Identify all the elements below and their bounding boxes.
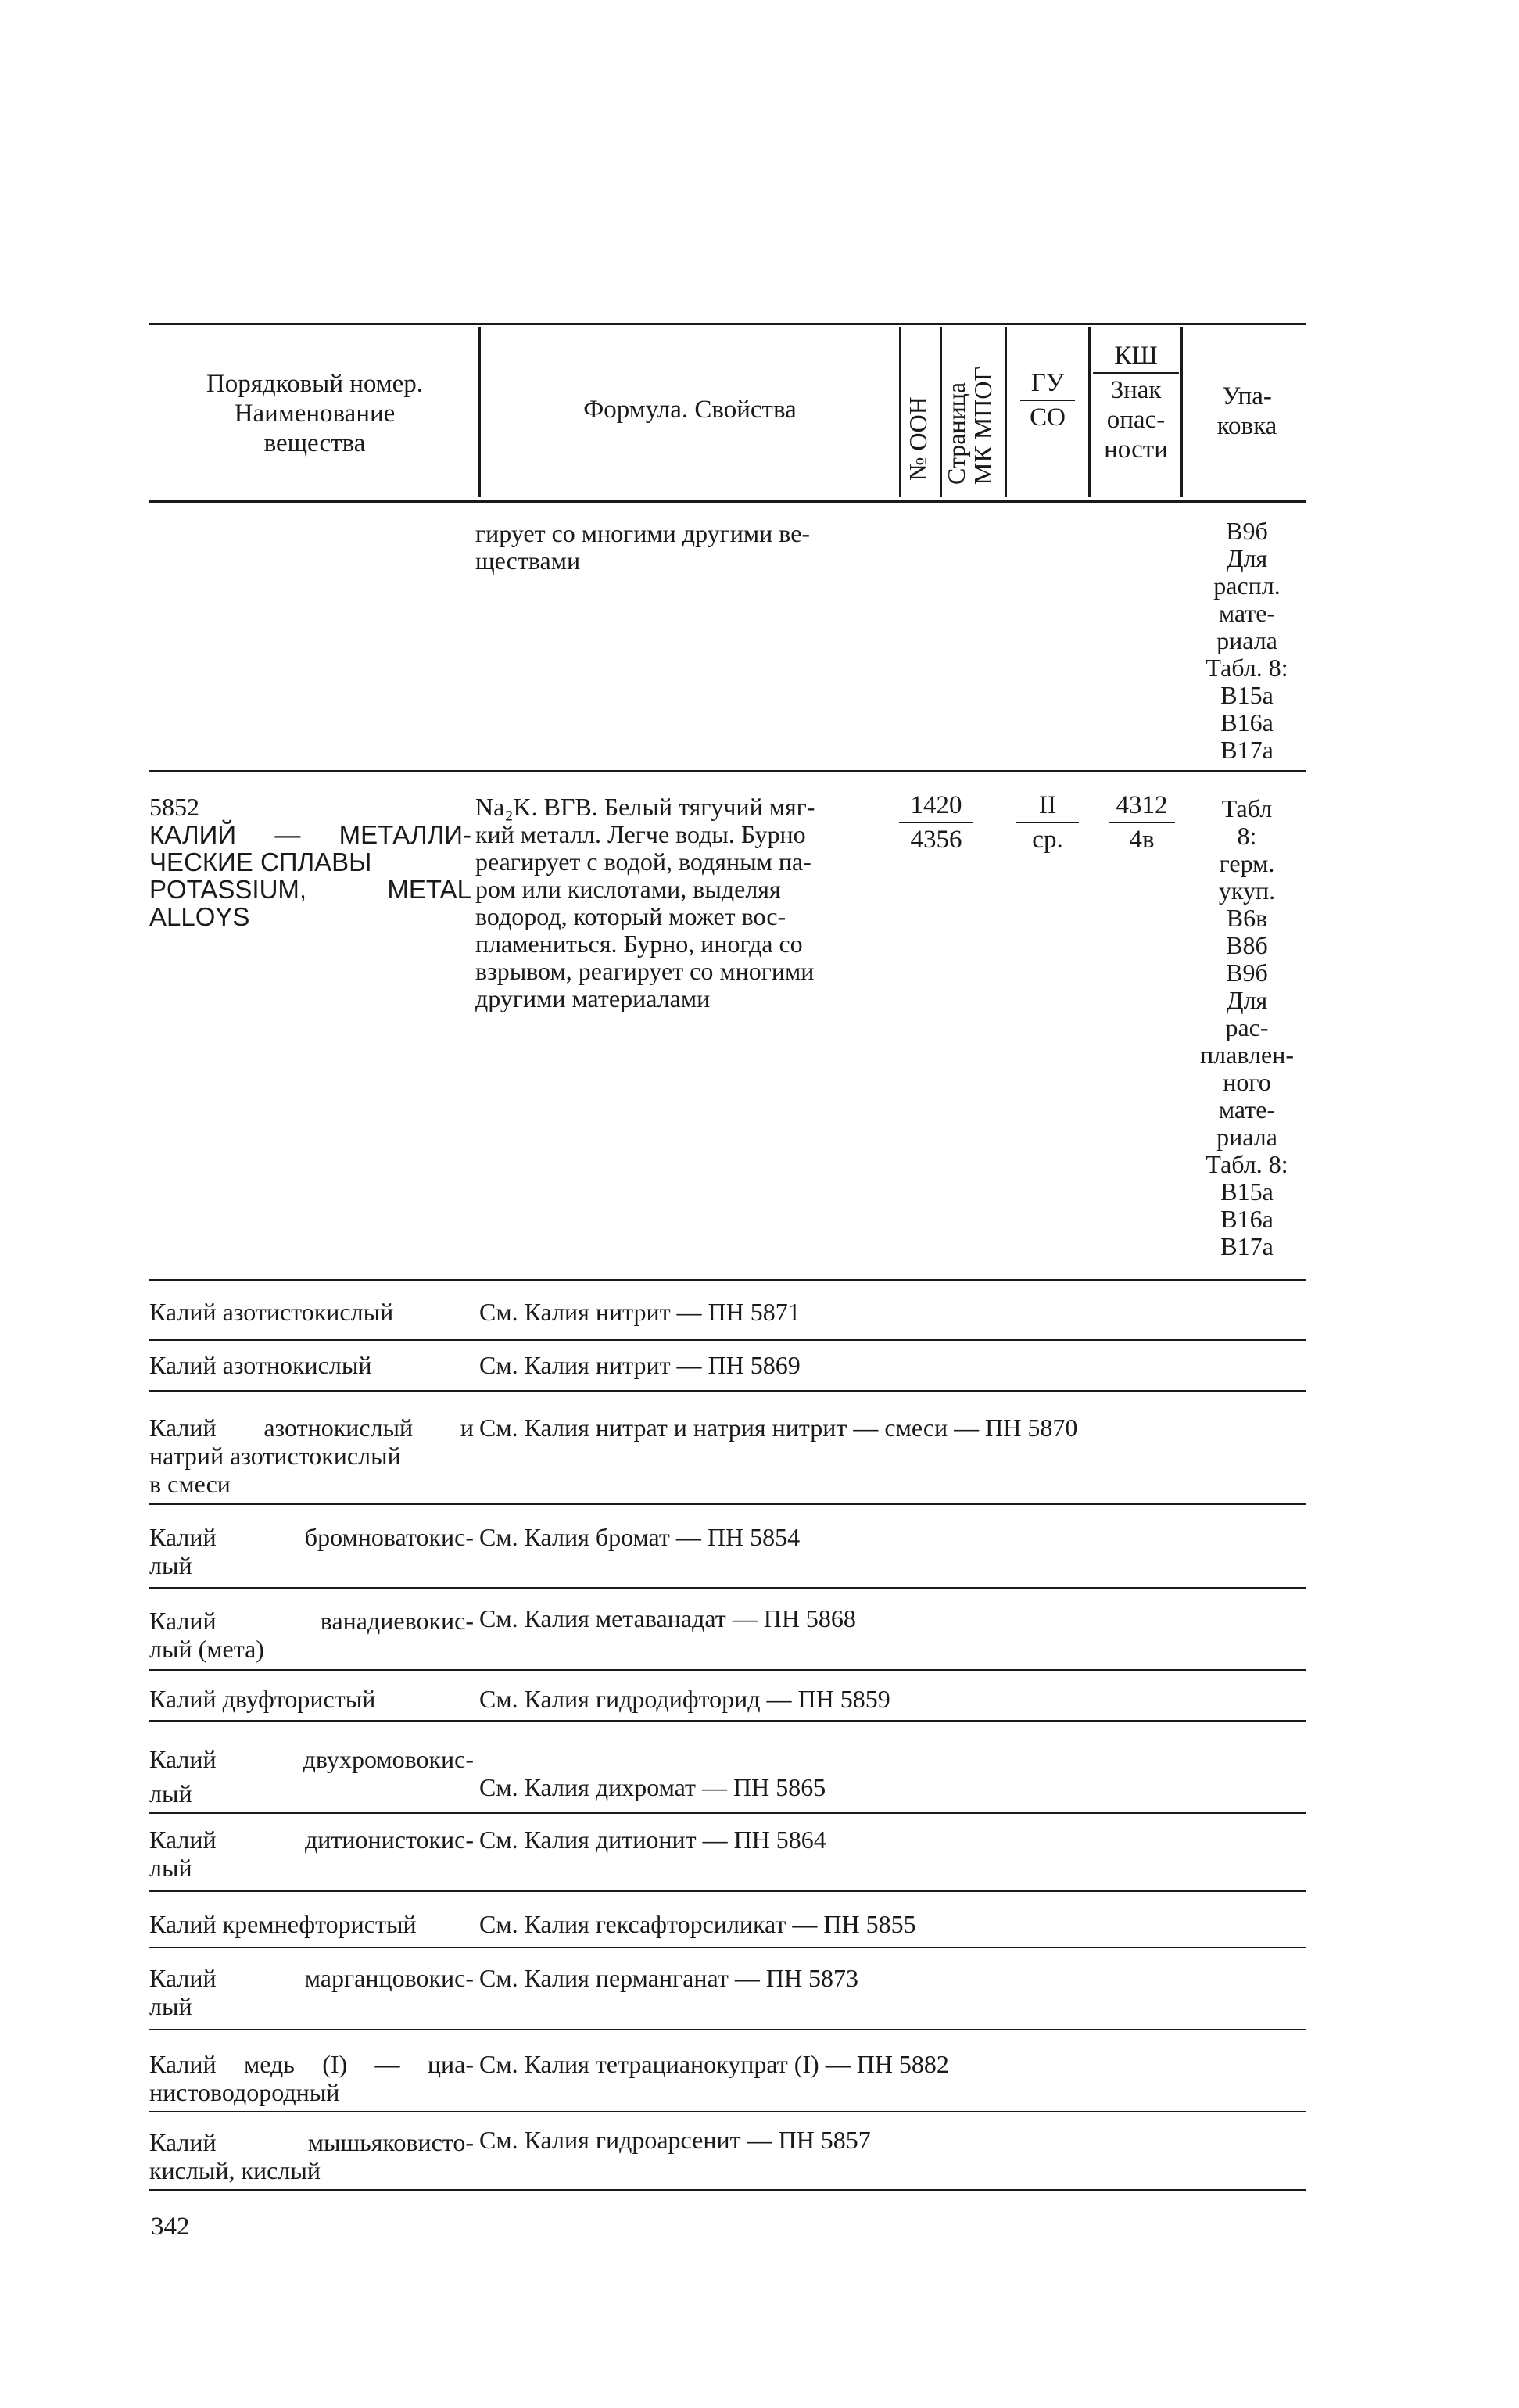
header-text: опас- [1106, 406, 1166, 434]
text-line: кий металл. Легче воды. Бурно [475, 820, 806, 848]
text-line: 8: [1237, 822, 1257, 850]
ref-text: См. Калия гексафторсиликат — ПН 5855 [479, 1910, 916, 1938]
header-text: Наименование [234, 400, 396, 428]
ref-name [149, 1523, 474, 1579]
header-divider [899, 327, 901, 497]
header-text: СО [1030, 403, 1066, 432]
header-formula-column: Формула. Свойства [583, 396, 797, 424]
header-text: Знак [1110, 376, 1162, 404]
text-line: Калий медь (I) — циа- [149, 2050, 474, 2078]
fraction-bar [1020, 400, 1075, 401]
ref-text: См. Калия метаванадат — ПН 5868 [479, 1604, 856, 1632]
text-line: взрывом, реагирует со многими [475, 957, 815, 985]
header-text: вещества [263, 429, 366, 457]
fraction-bar [1109, 822, 1175, 823]
header-text: КШ [1114, 342, 1158, 370]
ref-name [149, 1414, 474, 1498]
text-line: Калий кремнефтористый [149, 1910, 417, 1938]
text-line: В15а [1220, 681, 1274, 709]
text-line: В17а [1220, 1232, 1274, 1260]
ref-name [149, 1742, 474, 1811]
ksh-value: 4312 [1116, 791, 1168, 819]
row-rule [149, 1720, 1306, 1722]
row-rule [149, 1279, 1306, 1281]
text-line: натрий азотистокислый [149, 1442, 401, 1470]
text-line: лый [149, 1854, 192, 1882]
fraction-bar [899, 822, 973, 823]
header-bottom-rule [149, 500, 1306, 503]
header-divider [1180, 327, 1183, 497]
header-divider [1005, 327, 1007, 497]
ref-name [149, 1351, 474, 1379]
text-line: Калий двухромовокис- [149, 1745, 474, 1773]
fraction-bar [1016, 822, 1079, 823]
text-line: другими материалами [475, 984, 711, 1012]
ref-name [149, 1910, 474, 1938]
text-line: нистоводородный [149, 2078, 340, 2106]
ref-name [149, 1826, 474, 1882]
so-value: ср. [1032, 826, 1063, 854]
header-text: ковка [1216, 412, 1277, 440]
ref-name [149, 1607, 474, 1663]
ref-name [149, 2128, 474, 2184]
row-rule [149, 2189, 1306, 2191]
text-line: Для [1226, 986, 1268, 1014]
ref-name [149, 2050, 474, 2106]
text-line: Калий азотистокислый [149, 1298, 394, 1326]
header-divider [1088, 327, 1091, 497]
text-line: мате- [1218, 599, 1276, 627]
continuation-properties [475, 520, 897, 575]
text-line: пламениться. Бурно, иногда со [475, 930, 803, 958]
text-line: гирует со многими другими ве- [475, 519, 811, 547]
gu-value: II [1039, 791, 1056, 819]
header-page-mk [943, 367, 996, 485]
header-divider [478, 327, 481, 497]
row-rule [149, 2029, 1306, 2030]
header-text: Порядковый номер. [206, 370, 424, 398]
text-line: герм. [1219, 849, 1275, 877]
text-line: лый (мета) [149, 1635, 264, 1663]
entry-properties [475, 794, 897, 1012]
text-line: Калий ванадиевокис- [149, 1607, 474, 1635]
text-line: плавлен- [1200, 1041, 1294, 1069]
header-top-rule [149, 323, 1306, 325]
row-rule [149, 1669, 1306, 1671]
row-rule [149, 1503, 1306, 1505]
ref-text: См. Калия тетрацианокупрат (I) — ПН 5882 [479, 2050, 949, 2078]
text-line: кислый, кислый [149, 2156, 321, 2184]
entry-number: 5852 [149, 793, 199, 821]
ref-text: См. Калия гидродифторид — ПН 5859 [479, 1685, 890, 1713]
text-line: ALLOYS [149, 902, 250, 931]
row-rule [149, 1947, 1306, 1948]
text-line: Калий марганцовокис- [149, 1964, 474, 1992]
row-rule [149, 770, 1306, 772]
text-line: В9б [1226, 959, 1268, 987]
text-line: POTASSIUM, METAL [149, 875, 471, 904]
text-line: ществами [475, 546, 581, 575]
ref-text: См. Калия дихромат — ПН 5865 [479, 1773, 826, 1801]
header-text: Упа- [1222, 382, 1272, 410]
row-rule [149, 1890, 1306, 1892]
text-line: рас- [1225, 1013, 1269, 1041]
fraction-bar [1093, 372, 1179, 374]
text-line: В16а [1220, 1205, 1274, 1233]
page-number-mk: 4356 [910, 826, 962, 854]
text-line: мате- [1218, 1095, 1276, 1123]
row-rule [149, 1812, 1306, 1814]
row-rule [149, 1587, 1306, 1589]
ref-text: См. Калия нитрит — ПН 5871 [479, 1298, 801, 1326]
entry-packaging [1188, 795, 1306, 1260]
text-line: Табл. 8: [1206, 1150, 1288, 1178]
text-line: В8б [1226, 931, 1268, 959]
continuation-packaging [1188, 518, 1306, 764]
entry-name [149, 821, 471, 930]
text-line: распл. [1213, 572, 1281, 600]
text-line: Калий дитионистокис- [149, 1826, 474, 1854]
header-un-number: № ООН [904, 396, 932, 481]
text-line: лый [149, 1779, 192, 1808]
text-line: лый [149, 1551, 192, 1579]
text-line: В6в [1226, 904, 1268, 932]
ref-text: См. Калия гидроарсенит — ПН 5857 [479, 2126, 871, 2154]
ref-text: См. Калия дитионит — ПН 5864 [479, 1826, 826, 1854]
row-rule [149, 1339, 1306, 1341]
text-line: Калий азотнокислый [149, 1351, 372, 1379]
text-line: риала [1216, 1123, 1277, 1151]
text-line: Калий азотнокислый и [149, 1414, 474, 1442]
ref-text: См. Калия перманганат — ПН 5873 [479, 1964, 859, 1992]
row-rule [149, 1390, 1306, 1392]
text-line: Калий мышьяковисто- [149, 2128, 474, 2156]
ref-text: См. Калия нитрит — ПН 5869 [479, 1351, 801, 1379]
entry-un-page [899, 791, 973, 854]
row-rule [149, 2111, 1306, 2112]
text-line: Калий бромноватокис- [149, 1523, 474, 1551]
ref-text: См. Калия нитрат и натрия нитрит — смеси — ПН 5870 [479, 1414, 1078, 1442]
entry-ksh [1109, 791, 1175, 854]
text-line: В15а [1220, 1177, 1274, 1206]
text-line: ного [1223, 1068, 1271, 1096]
text-line: водород, который может вос- [475, 902, 786, 930]
text-line: риала [1216, 626, 1277, 654]
header-name-column [156, 369, 473, 458]
ref-name [149, 1964, 474, 2020]
page-number: 342 [151, 2213, 190, 2241]
text-line: реагирует с водой, водяным па- [475, 847, 811, 876]
text-line: В17а [1220, 736, 1274, 764]
text-line: Для [1226, 544, 1268, 572]
text-line: КАЛИЙ — МЕТАЛЛИ- [149, 820, 471, 849]
ref-name [149, 1685, 474, 1713]
ref-text: См. Калия бромат — ПН 5854 [479, 1523, 801, 1551]
text-line: лый [149, 1992, 192, 2020]
hazard-sign: 4в [1129, 826, 1155, 854]
text-line: Табл. 8: [1206, 654, 1288, 682]
header-text: ности [1104, 435, 1168, 464]
text-line: Табл [1221, 794, 1273, 822]
header-text: МК МПОГ [969, 367, 997, 485]
text-line: в смеси [149, 1470, 231, 1498]
text-line: ром или кислотами, выделяя [475, 875, 781, 903]
text-line: Na₂K. ВГВ. Белый тягучий мяг- [475, 793, 815, 821]
text-line: Калий двуфтористый [149, 1685, 376, 1713]
text-line: В9б [1226, 517, 1268, 545]
header-ksh [1093, 341, 1179, 464]
header-packaging [1188, 382, 1306, 441]
entry-gu-so [1016, 791, 1079, 854]
header-text: Страница [942, 382, 970, 485]
ref-name [149, 1298, 474, 1326]
un-number: 1420 [910, 791, 962, 819]
text-line: ЧЕСКИЕ СПЛАВЫ [149, 847, 372, 876]
header-gu-so [1020, 369, 1075, 432]
text-line: укуп. [1218, 876, 1276, 905]
text-line: В16а [1220, 708, 1274, 736]
header-text: ГУ [1030, 369, 1065, 397]
